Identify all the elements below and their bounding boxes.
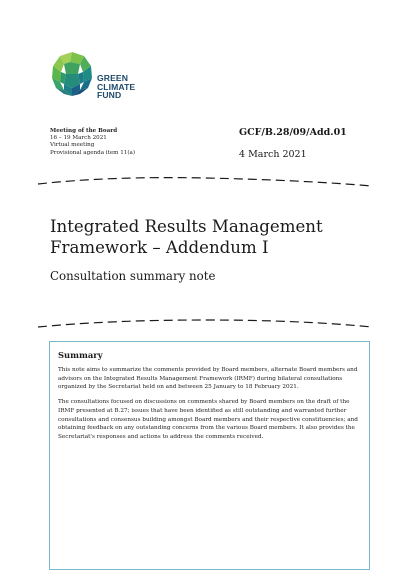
summary-box xyxy=(49,341,370,570)
summary-paragraph: This note aims to summarize the comments provided by Board members, alternate Board members and advisors on the Integrated Results Management Framework (IRMF) during bilateral consultations organized by the Secretariat held on and between 25 January to 18 February 2021. xyxy=(58,367,358,391)
gcf-logo xyxy=(50,50,150,106)
logo-line: CLIMATE xyxy=(97,81,136,92)
page-title: Integrated Results Management Framework – Addendum I xyxy=(50,217,323,257)
globe-icon xyxy=(50,50,94,98)
summary-paragraph: The consultations focused on discussions on comments shared by Board members on the draft of the IRMF presented at B.27; issues that have been identified as still outstanding and warranted further consultations and consensus building amongst Board members and their respective constituencies; and obtaining feedback on any outstanding concerns from the various Board members. It also provides the Secretariat's responses and actions to address the comments received. xyxy=(58,399,358,440)
document-date: 4 March 2021 xyxy=(239,149,307,160)
meeting-info xyxy=(50,128,135,157)
meeting-venue: Virtual meeting xyxy=(50,142,95,149)
wave-divider xyxy=(0,176,413,188)
logo-line: FUND xyxy=(97,90,122,101)
page-subtitle: Consultation summary note xyxy=(50,269,216,283)
meeting-agenda: Provisional agenda item 11(a) xyxy=(50,149,136,156)
logo-wordmark xyxy=(97,74,135,100)
document-reference: GCF/B.28/09/Add.01 xyxy=(239,127,347,138)
meeting-title: Meeting of the Board xyxy=(50,128,118,134)
meeting-dates: 16 – 19 March 2021 xyxy=(50,135,107,142)
logo-line: GREEN xyxy=(97,73,129,83)
summary-heading: Summary xyxy=(58,350,103,360)
wave-divider xyxy=(0,318,413,330)
